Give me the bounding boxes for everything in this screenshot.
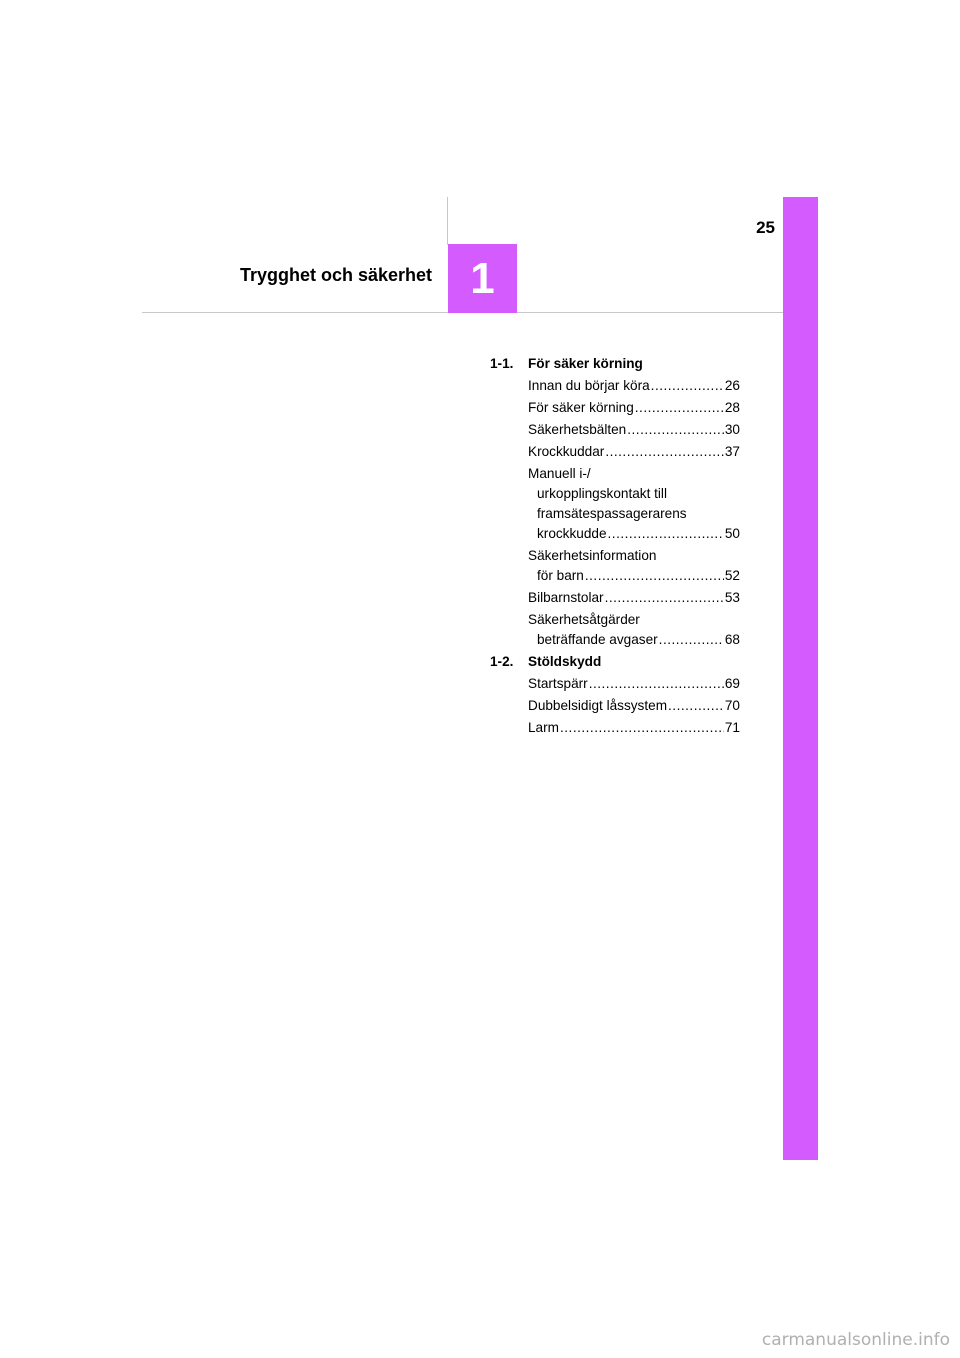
toc-entry-title: Krockkuddar [528, 444, 605, 459]
toc-entry-line: urkopplingskontakt till [537, 486, 667, 501]
toc-entry-page: 28 [724, 400, 740, 415]
toc-entry[interactable] [528, 718, 740, 738]
chapter-title: Trygghet och säkerhet [239, 265, 432, 285]
toc-section [490, 354, 740, 374]
toc-entry[interactable] [528, 398, 740, 418]
table-of-contents [490, 354, 740, 740]
toc-entry-title: Innan du börjar köra [528, 378, 650, 393]
chapter-thumb-tab [783, 197, 818, 1160]
toc-entry[interactable] [528, 464, 740, 544]
toc-entry[interactable] [528, 588, 740, 608]
toc-entry-title: beträffande avgaser [537, 632, 658, 647]
page-number: 25 [756, 218, 775, 237]
toc-entry-title: Larm [528, 720, 559, 735]
toc-entry-title: För säker körning [528, 400, 634, 415]
toc-entry-title: Bilbarnstolar [528, 590, 604, 605]
toc-entry-title: Säkerhetsbälten [528, 422, 627, 437]
toc-entry-page: 71 [724, 720, 740, 735]
toc-entry[interactable] [528, 696, 740, 716]
toc-entry[interactable] [528, 442, 740, 462]
toc-section [490, 652, 740, 672]
toc-entry-title: för barn [537, 568, 584, 583]
toc-entry-line: Manuell i-/ [528, 466, 591, 481]
toc-entry-line: framsätespassagerarens [537, 506, 687, 521]
chapter-number: 1 [470, 253, 495, 303]
chapter-number-badge [448, 244, 517, 313]
toc-entry-page: 26 [724, 378, 740, 393]
toc-entry-page: 52 [724, 568, 740, 583]
toc-entry[interactable] [528, 674, 740, 694]
toc-section-title: Stöldskydd [528, 654, 602, 669]
toc-entry-title: Dubbelsidigt låssystem [528, 698, 668, 713]
toc-entry-page: 53 [724, 590, 740, 605]
toc-entry-page: 50 [724, 526, 740, 541]
toc-entry-line: Säkerhetsinformation [528, 548, 657, 563]
toc-entry-page: 69 [724, 676, 740, 691]
toc-entry-title: Startspärr [528, 676, 588, 691]
toc-entry[interactable] [528, 376, 740, 396]
toc-entry[interactable] [528, 420, 740, 440]
toc-entry-page: 68 [724, 632, 740, 647]
toc-entry-title: krockkudde [537, 526, 607, 541]
toc-entry-page: 37 [724, 444, 740, 459]
watermark-footer: carmanualsonline.info [761, 1330, 950, 1350]
header-divider-vertical [447, 197, 448, 245]
toc-entry-page: 70 [724, 698, 740, 713]
toc-section-number: 1-2. [490, 654, 514, 669]
toc-section-number: 1-1. [490, 356, 514, 371]
toc-entry[interactable] [528, 546, 740, 586]
toc-section-title: För säker körning [528, 356, 643, 371]
toc-entry-line: Säkerhetsåtgärder [528, 612, 640, 627]
toc-entry[interactable] [528, 610, 740, 650]
toc-entry-page: 30 [724, 422, 740, 437]
